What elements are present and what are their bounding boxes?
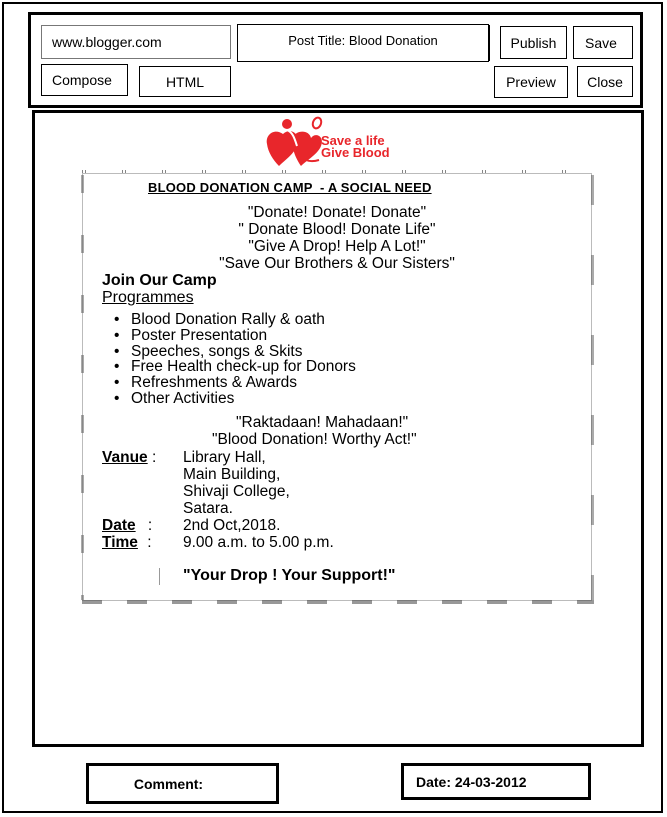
publish-button[interactable]: Publish [500, 26, 567, 59]
time-value: 9.00 a.m. to 5.00 p.m. [183, 534, 334, 551]
post-title-shadow [489, 25, 492, 61]
list-item: • Speeches, songs & Skits [110, 344, 356, 360]
join-heading: Join Our Camp [102, 272, 217, 289]
poster-slogans [82, 204, 592, 272]
date-separator: : [147, 517, 153, 534]
date-text: Date: 24-03-2012 [416, 773, 527, 790]
logo-text [321, 135, 390, 159]
comment-label: Comment: [133, 775, 204, 792]
comment-field[interactable] [86, 763, 279, 804]
list-item: • Free Health check-up for Donors [110, 359, 356, 375]
logo-line-2: Give Blood [321, 145, 390, 160]
venue-line-4: Satara. [183, 500, 233, 517]
post-title-text: Post Title: Blood Donation [288, 33, 438, 48]
poster-footer-slogan: "Your Drop ! Your Support!" [183, 567, 396, 584]
url-text: www.blogger.com [52, 34, 162, 50]
logo-line-1: Save a life [321, 133, 385, 148]
post-title-field[interactable] [237, 24, 489, 62]
time-row [102, 534, 152, 551]
slogan-raktadaan: "Raktadaan! Mahadaan!" [236, 414, 409, 431]
date-label: Date [102, 517, 136, 534]
venue-row [102, 449, 156, 466]
slogan-3: "Give A Drop! Help A Lot!" [248, 238, 426, 255]
resize-handle-bottom[interactable] [82, 600, 594, 604]
close-button[interactable]: Close [577, 66, 633, 97]
url-field[interactable] [41, 25, 231, 59]
venue-line-1: Library Hall, [183, 449, 266, 466]
list-item: • Other Activities [110, 391, 356, 407]
compose-button[interactable]: Compose [41, 64, 128, 96]
poster-heading: BLOOD DONATION CAMP - A SOCIAL NEED [148, 180, 432, 195]
venue-line-3: Shivaji College, [183, 483, 290, 500]
venue-line-2: Main Building, [183, 466, 281, 483]
list-item: • Poster Presentation [110, 328, 356, 344]
venue-separator: : [151, 449, 157, 466]
slogan-2: " Donate Blood! Donate Life" [238, 221, 436, 238]
date-field [401, 763, 591, 800]
list-item: • Blood Donation Rally & oath [110, 312, 356, 328]
slogan-worthy-act: "Blood Donation! Worthy Act!" [212, 431, 417, 448]
html-button[interactable]: HTML [139, 66, 231, 97]
save-button[interactable]: Save [573, 26, 633, 59]
slogan-1: "Donate! Donate! Donate" [247, 204, 427, 221]
preview-button[interactable]: Preview [494, 66, 568, 98]
date-value: 2nd Oct,2018. [183, 517, 281, 534]
programmes-list [110, 312, 356, 407]
venue-label: Vanue [102, 449, 148, 466]
slogan-4: "Save Our Brothers & Our Sisters" [219, 255, 455, 272]
text-cursor [159, 568, 160, 585]
time-separator: : [147, 534, 152, 551]
programmes-heading: Programmes [102, 289, 194, 306]
date-row [102, 517, 152, 534]
time-label: Time [102, 534, 138, 551]
list-item: • Refreshments & Awards [110, 375, 356, 391]
